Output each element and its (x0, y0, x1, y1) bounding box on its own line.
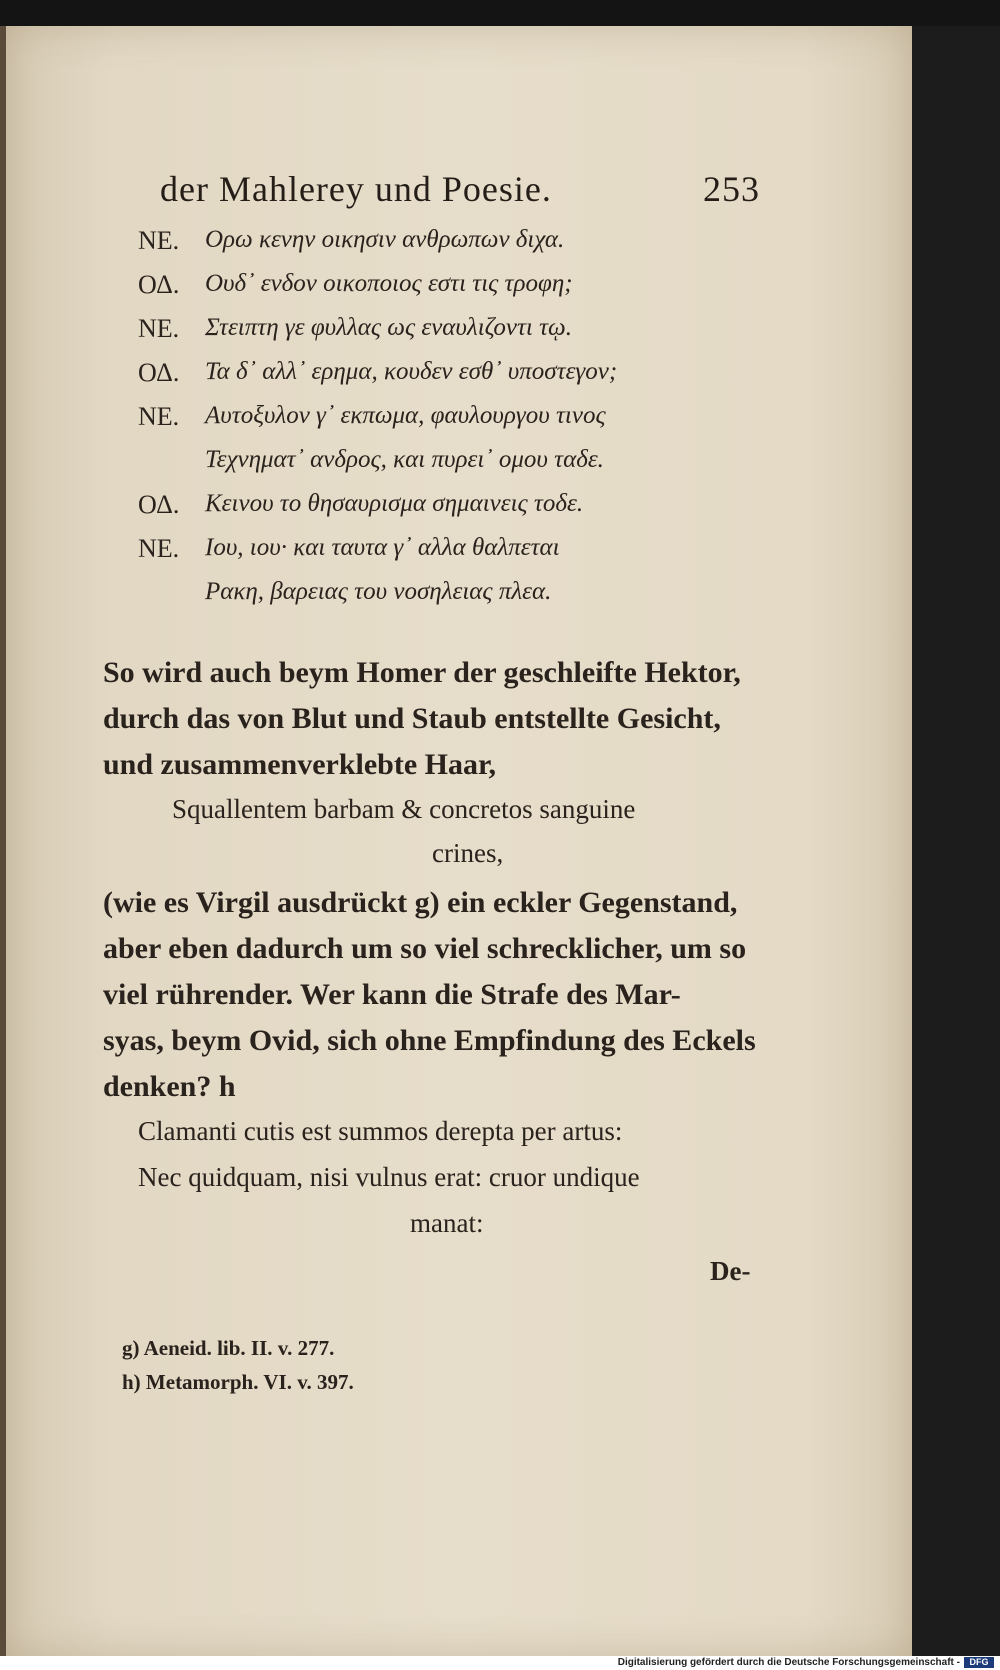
greek-verse: Ουδ᾽ ενδον οικοποιος εστι τις τροφη; (205, 270, 573, 297)
speaker-label: ΟΔ. (138, 270, 180, 299)
latin-quote-line: Clamanti cutis est summos derepta per artus: (138, 1116, 623, 1146)
greek-verse: Κεινου το θησαυρισμα σημαινεις τοδε. (205, 490, 584, 517)
body-text-line: aber eben dadurch um so viel schrecklicher, um so (103, 932, 747, 965)
speaker-label: ΟΔ. (138, 490, 180, 519)
greek-verse: Τα δ᾽ αλλ᾽ ερημα, κουδεν εσθ᾽ υποστεγον; (205, 358, 618, 385)
latin-quote-line: Squallentem barbam & concretos sanguine (172, 794, 636, 824)
greek-verse: Τεχνηματ᾽ ανδρος, και πυρει᾽ ομου ταδε. (205, 446, 604, 473)
digitization-credit: Digitalisierung gefördert durch die Deutsche Forschungsgemeinschaft - (617, 1657, 960, 1668)
greek-verse: Ορω κενην οικησιν ανθρωπων διχα. (205, 226, 565, 253)
latin-quote-line: crines, (432, 838, 504, 868)
catchword: De- (710, 1256, 751, 1286)
dfg-logo: DFG (964, 1657, 994, 1668)
speaker-label: ΟΔ. (138, 358, 180, 387)
body-text-line: durch das von Blut und Staub entstellte Gesicht, (103, 702, 721, 735)
body-text-line: denken? h (103, 1070, 236, 1103)
footnote: h) Metamorph. VI. v. 397. (122, 1370, 354, 1394)
speaker-label: ΝΕ. (138, 402, 180, 431)
body-text-line: viel rührender. Wer kann die Strafe des Mar- (103, 978, 681, 1011)
speaker-label: ΝΕ. (138, 226, 180, 255)
footnote: g) Aeneid. lib. II. v. 277. (122, 1336, 335, 1360)
running-title: der Mahlerey und Poesie. (160, 169, 552, 209)
body-text-line: So wird auch beym Homer der geschleifte Hektor, (103, 656, 741, 689)
body-text-line: (wie es Virgil ausdrückt g) ein eckler Gegenstand, (103, 886, 738, 919)
greek-verse: Ιου, ιου· και ταυτα γ᾽ αλλα θαλπεται (205, 534, 560, 561)
body-text-line: syas, beym Ovid, sich ohne Empfindung des Eckels (103, 1024, 756, 1057)
speaker-label: ΝΕ. (138, 534, 180, 563)
page-number: 253 (703, 169, 760, 209)
latin-quote-line: Nec quidquam, nisi vulnus erat: cruor undique (138, 1162, 640, 1192)
greek-verse: Στειπτη γε φυλλας ως εναυλιζοντι τῳ. (205, 314, 572, 341)
greek-verse: Ρακη, βαρειας του νοσηλειας πλεα. (205, 578, 552, 605)
speaker-label: ΝΕ. (138, 314, 180, 343)
latin-quote-line: manat: (410, 1208, 484, 1238)
scan-background (912, 26, 1000, 1656)
body-text-line: und zusammenverklebte Haar, (103, 748, 497, 781)
greek-verse: Αυτοξυλον γ᾽ εκπωμα, φαυλουργου τινος (205, 402, 606, 429)
